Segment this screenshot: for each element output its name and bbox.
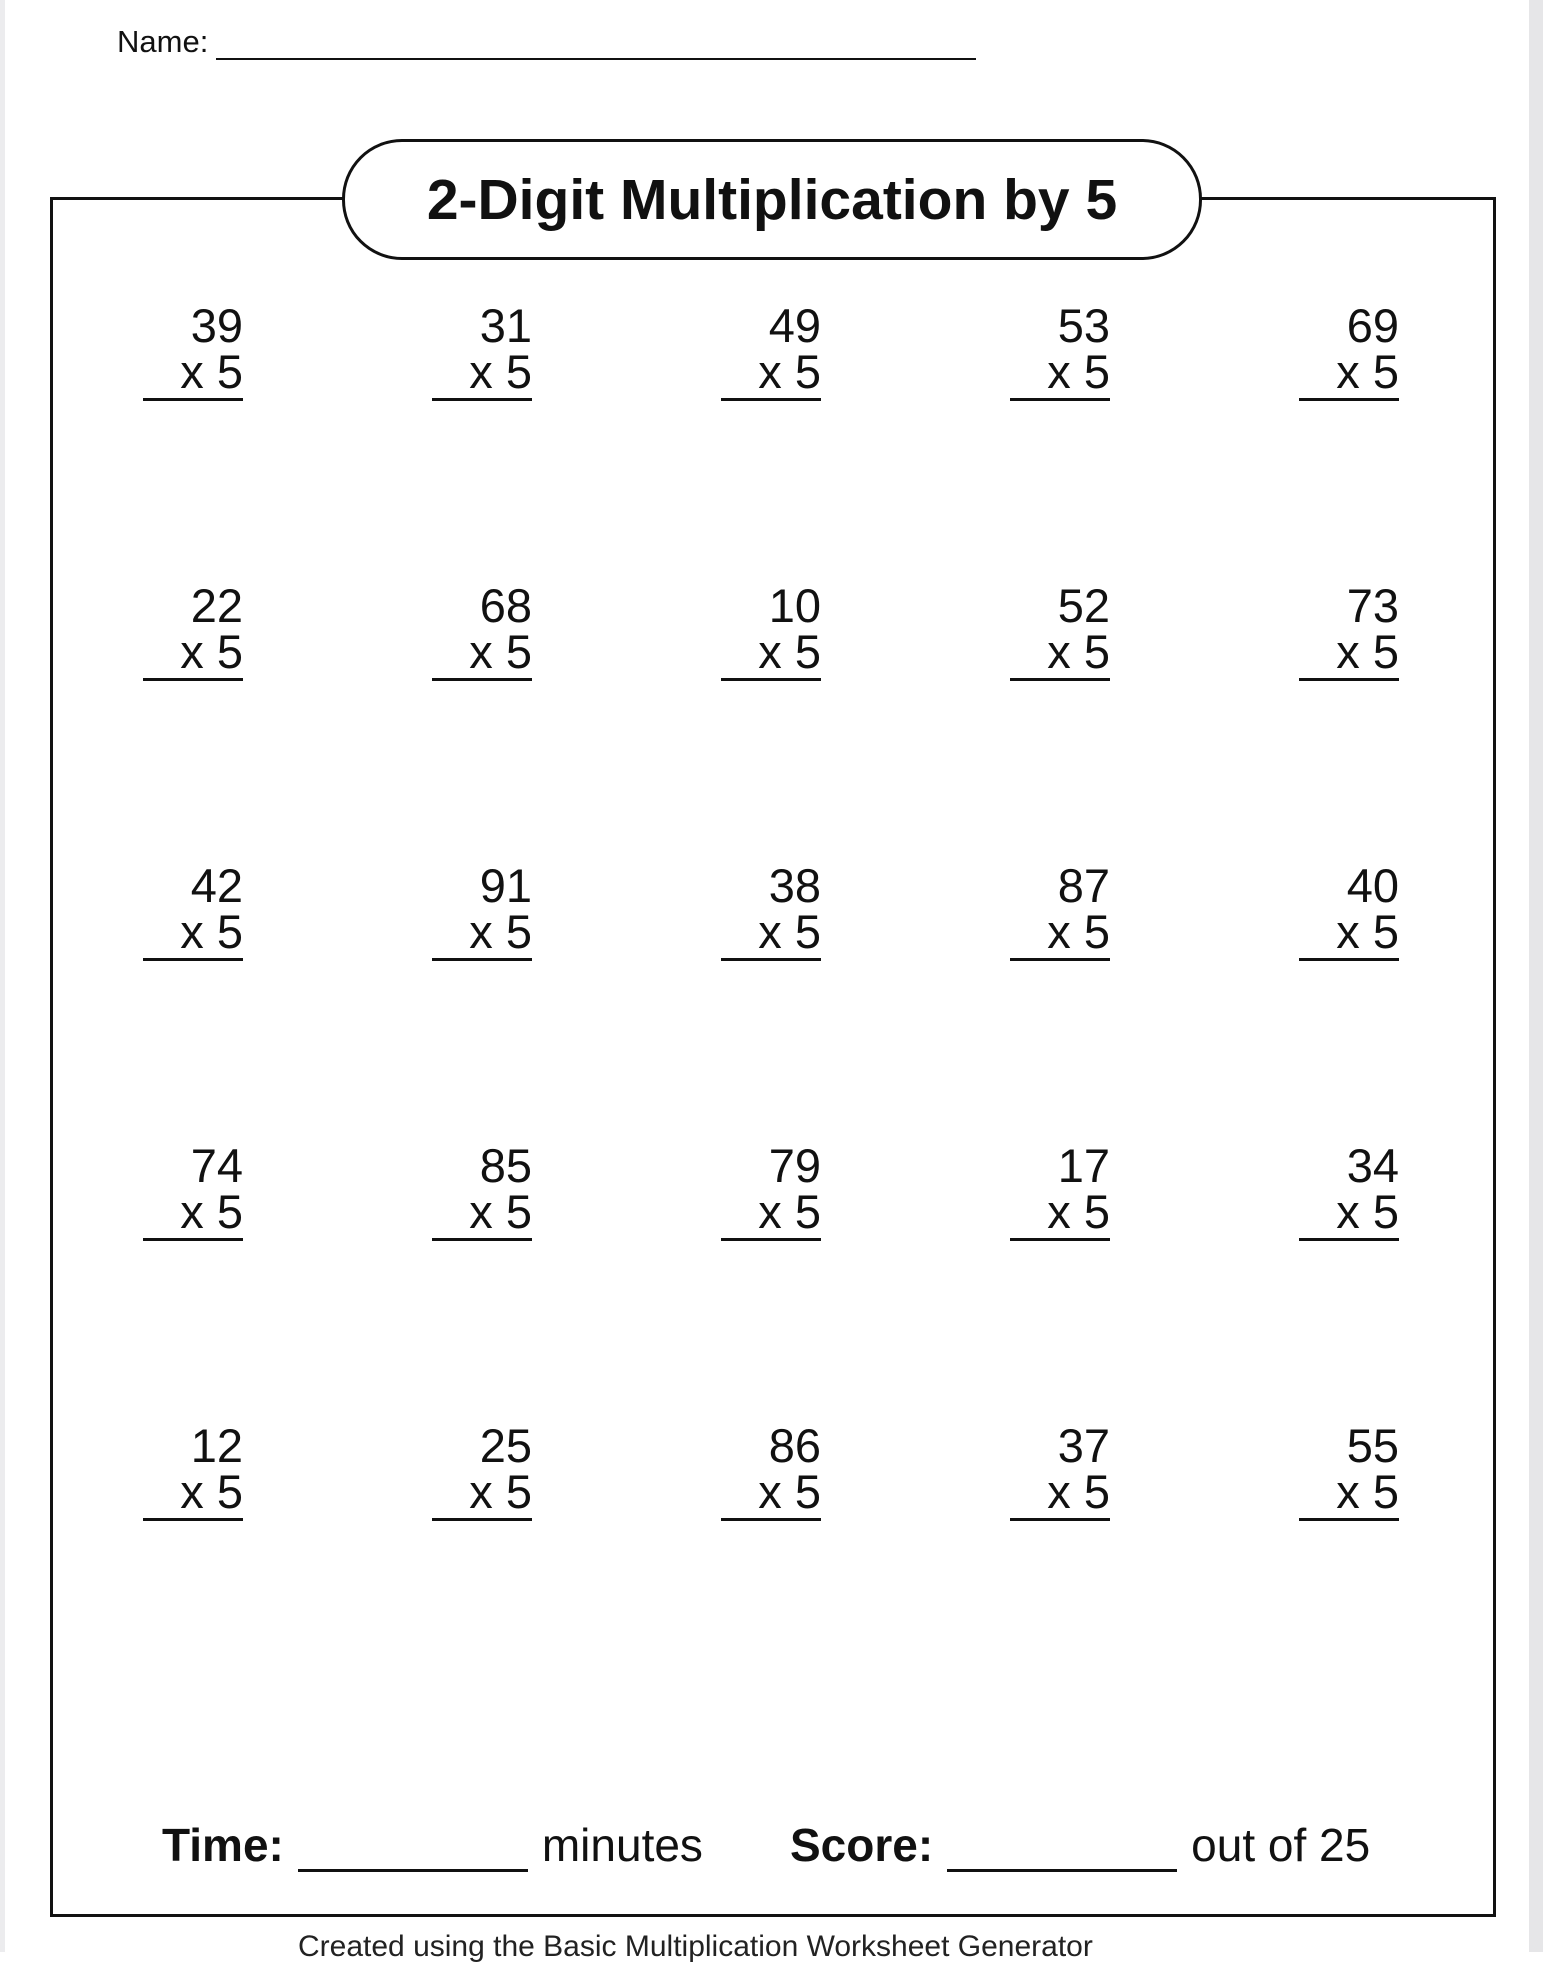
problem-multiplier <box>1336 625 1399 678</box>
problem-item <box>382 1139 532 1242</box>
time-blank-line[interactable] <box>298 1829 528 1872</box>
problem-item <box>1249 579 1399 682</box>
problem-multiplier <box>469 1185 532 1238</box>
answer-line <box>143 678 243 681</box>
multiplier-digit: 5 <box>216 345 243 398</box>
problem-top-number: 38 <box>768 859 821 912</box>
multiply-operator: x <box>469 345 493 398</box>
problem-multiplier <box>758 1465 821 1518</box>
problem-multiplier <box>1047 1465 1110 1518</box>
problem-item <box>93 299 243 402</box>
worksheet-title: 2-Digit Multiplication by 5 <box>426 167 1118 232</box>
problem-item <box>93 1419 243 1522</box>
multiplier-digit: 5 <box>216 1465 243 1518</box>
multiply-operator: x <box>758 345 782 398</box>
problem-multiplier <box>180 1185 243 1238</box>
problem-multiplier <box>1336 345 1399 398</box>
problem-item <box>960 859 1110 962</box>
problem-multiplier <box>758 905 821 958</box>
answer-line <box>1299 678 1399 681</box>
page-edge-right <box>1529 0 1543 1952</box>
time-field <box>162 1818 703 1872</box>
problem-multiplier <box>1336 1465 1399 1518</box>
problem-multiplier <box>1047 1185 1110 1238</box>
multiply-operator: x <box>758 1465 782 1518</box>
multiply-operator: x <box>1336 1185 1360 1238</box>
multiplier-digit: 5 <box>794 625 821 678</box>
problem-top-number: 42 <box>190 859 243 912</box>
problem-top-number: 74 <box>190 1139 243 1192</box>
problem-item <box>671 859 821 962</box>
problem-top-number: 12 <box>190 1419 243 1472</box>
problem-multiplier <box>1336 905 1399 958</box>
answer-line <box>1299 398 1399 401</box>
problem-top-number: 22 <box>190 579 243 632</box>
multiply-operator: x <box>469 1465 493 1518</box>
multiplier-digit: 5 <box>505 625 532 678</box>
problem-top-number: 55 <box>1346 1419 1399 1472</box>
problem-top-number: 79 <box>768 1139 821 1192</box>
problem-item <box>382 299 532 402</box>
multiply-operator: x <box>1047 1465 1071 1518</box>
problem-top-number: 40 <box>1346 859 1399 912</box>
answer-line <box>143 398 243 401</box>
problem-item <box>93 1139 243 1242</box>
problem-item <box>960 1419 1110 1522</box>
multiplier-digit: 5 <box>1083 625 1110 678</box>
problem-item <box>382 579 532 682</box>
multiply-operator: x <box>1047 345 1071 398</box>
multiplier-digit: 5 <box>794 905 821 958</box>
multiplier-digit: 5 <box>1083 1185 1110 1238</box>
problem-multiplier <box>1047 625 1110 678</box>
problem-item <box>960 1139 1110 1242</box>
problem-item <box>382 1419 532 1522</box>
answer-line <box>432 958 532 961</box>
multiply-operator: x <box>469 905 493 958</box>
multiplier-digit: 5 <box>794 345 821 398</box>
multiplier-digit: 5 <box>794 1465 821 1518</box>
time-unit: minutes <box>541 1819 703 1871</box>
answer-line <box>143 1518 243 1521</box>
problem-top-number: 87 <box>1057 859 1110 912</box>
multiply-operator: x <box>180 345 204 398</box>
problem-item <box>93 579 243 682</box>
answer-line <box>1010 398 1110 401</box>
multiply-operator: x <box>758 625 782 678</box>
multiplier-digit: 5 <box>1372 905 1399 958</box>
problem-top-number: 37 <box>1057 1419 1110 1472</box>
multiply-operator: x <box>1047 1185 1071 1238</box>
problem-top-number: 53 <box>1057 299 1110 352</box>
multiply-operator: x <box>469 1185 493 1238</box>
problem-multiplier <box>1047 905 1110 958</box>
answer-line <box>1010 1518 1110 1521</box>
problem-multiplier <box>180 1465 243 1518</box>
problem-multiplier <box>469 905 532 958</box>
answer-line <box>1010 1238 1110 1241</box>
problem-multiplier <box>1336 1185 1399 1238</box>
multiplier-digit: 5 <box>1372 1185 1399 1238</box>
name-blank-line[interactable] <box>216 24 976 60</box>
multiplier-digit: 5 <box>505 345 532 398</box>
answer-line <box>721 1518 821 1521</box>
multiply-operator: x <box>1047 905 1071 958</box>
multiplier-digit: 5 <box>1083 905 1110 958</box>
problem-multiplier <box>758 345 821 398</box>
time-label: Time: <box>162 1819 284 1871</box>
answer-line <box>432 1238 532 1241</box>
problem-multiplier <box>758 1185 821 1238</box>
problem-item <box>960 579 1110 682</box>
multiplier-digit: 5 <box>505 1465 532 1518</box>
multiply-operator: x <box>180 905 204 958</box>
problem-top-number: 68 <box>479 579 532 632</box>
problem-multiplier <box>1047 345 1110 398</box>
problem-multiplier <box>180 345 243 398</box>
multiplier-digit: 5 <box>1372 1465 1399 1518</box>
problem-top-number: 91 <box>479 859 532 912</box>
multiplier-digit: 5 <box>216 905 243 958</box>
problem-item <box>671 1139 821 1242</box>
multiply-operator: x <box>180 1185 204 1238</box>
multiplier-digit: 5 <box>505 905 532 958</box>
answer-line <box>143 958 243 961</box>
title-banner <box>342 139 1202 260</box>
multiply-operator: x <box>469 625 493 678</box>
multiplier-digit: 5 <box>216 625 243 678</box>
multiplier-digit: 5 <box>505 1185 532 1238</box>
score-suffix: out of 25 <box>1191 1819 1371 1871</box>
problem-multiplier <box>758 625 821 678</box>
multiply-operator: x <box>758 905 782 958</box>
answer-line <box>1299 958 1399 961</box>
multiplier-digit: 5 <box>1083 345 1110 398</box>
problem-item <box>93 859 243 962</box>
score-label: Score: <box>790 1819 934 1871</box>
multiply-operator: x <box>1336 625 1360 678</box>
problem-multiplier <box>469 1465 532 1518</box>
problem-item <box>1249 859 1399 962</box>
multiply-operator: x <box>180 625 204 678</box>
problem-top-number: 86 <box>768 1419 821 1472</box>
answer-line <box>1299 1518 1399 1521</box>
worksheet-frame <box>50 197 1496 1917</box>
credit-line: Created using the Basic Multiplication Worksheet Generator <box>298 1930 1093 1963</box>
score-blank-line[interactable] <box>947 1829 1177 1872</box>
multiply-operator: x <box>180 1465 204 1518</box>
problem-top-number: 73 <box>1346 579 1399 632</box>
problem-top-number: 39 <box>190 299 243 352</box>
answer-line <box>721 958 821 961</box>
problem-top-number: 69 <box>1346 299 1399 352</box>
multiply-operator: x <box>1047 625 1071 678</box>
answer-line <box>1010 958 1110 961</box>
multiply-operator: x <box>1336 345 1360 398</box>
problem-top-number: 10 <box>768 579 821 632</box>
multiplier-digit: 5 <box>1372 345 1399 398</box>
problem-top-number: 52 <box>1057 579 1110 632</box>
problem-multiplier <box>469 345 532 398</box>
answer-line <box>721 1238 821 1241</box>
problem-item <box>671 299 821 402</box>
problem-item <box>1249 1419 1399 1522</box>
multiply-operator: x <box>1336 905 1360 958</box>
multiplier-digit: 5 <box>1083 1465 1110 1518</box>
score-field <box>790 1818 1370 1872</box>
multiplier-digit: 5 <box>1372 625 1399 678</box>
multiply-operator: x <box>1336 1465 1360 1518</box>
problem-item <box>671 1419 821 1522</box>
problem-top-number: 17 <box>1057 1139 1110 1192</box>
problem-multiplier <box>180 625 243 678</box>
name-label: Name: <box>117 24 209 59</box>
answer-line <box>721 678 821 681</box>
problem-item <box>960 299 1110 402</box>
answer-line <box>432 1518 532 1521</box>
answer-line <box>143 1238 243 1241</box>
problem-top-number: 31 <box>479 299 532 352</box>
problem-top-number: 34 <box>1346 1139 1399 1192</box>
problem-item <box>1249 1139 1399 1242</box>
problem-top-number: 85 <box>479 1139 532 1192</box>
multiply-operator: x <box>758 1185 782 1238</box>
problem-top-number: 25 <box>479 1419 532 1472</box>
problem-multiplier <box>180 905 243 958</box>
answer-line <box>1299 1238 1399 1241</box>
problem-item <box>382 859 532 962</box>
problem-multiplier <box>469 625 532 678</box>
multiplier-digit: 5 <box>216 1185 243 1238</box>
answer-line <box>432 398 532 401</box>
answer-line <box>721 398 821 401</box>
answer-line <box>1010 678 1110 681</box>
problem-top-number: 49 <box>768 299 821 352</box>
name-row <box>117 24 976 60</box>
multiplier-digit: 5 <box>794 1185 821 1238</box>
page-edge-left <box>0 0 5 1952</box>
problem-item <box>671 579 821 682</box>
problem-item <box>1249 299 1399 402</box>
answer-line <box>432 678 532 681</box>
